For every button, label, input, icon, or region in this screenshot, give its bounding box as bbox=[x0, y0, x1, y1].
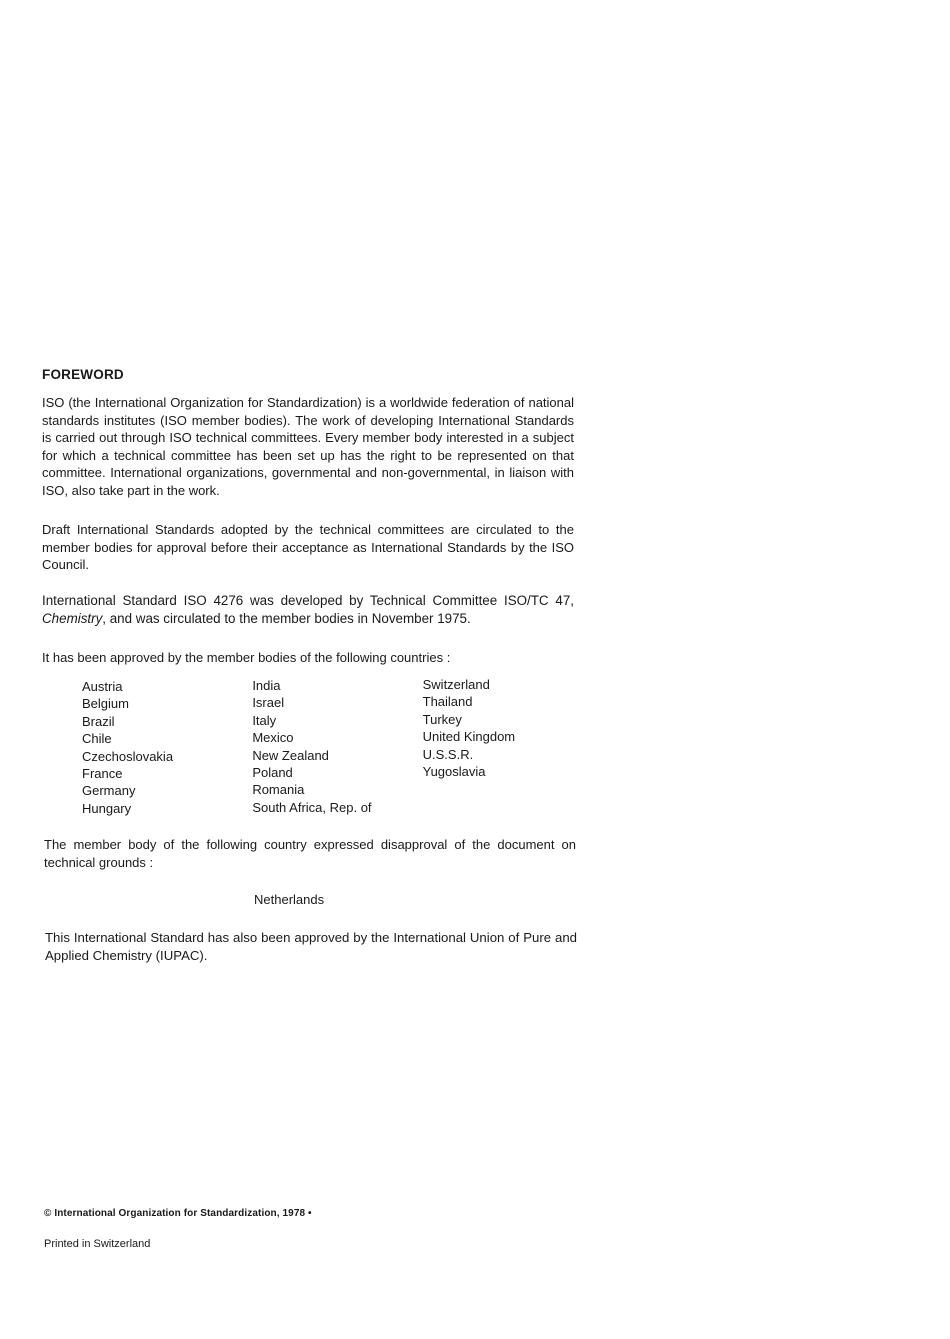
country-item: United Kingdom bbox=[422, 729, 516, 745]
country-item: Romania bbox=[252, 782, 305, 798]
country-item: Chile bbox=[82, 731, 112, 747]
country-item: Italy bbox=[252, 712, 277, 728]
paragraph-development-start: International Standard ISO 4276 was developed by Technical Committee ISO/TC 47, bbox=[42, 593, 574, 608]
paragraph-development bbox=[42, 592, 574, 628]
country-item: Thailand bbox=[422, 694, 473, 710]
paragraph-approval-intro: It has been approved by the member bodies of the following countries : bbox=[42, 650, 451, 665]
country-item: Turkey bbox=[422, 711, 462, 727]
country-column-3 bbox=[423, 676, 582, 817]
country-item: Israel bbox=[252, 695, 285, 711]
country-item: Mexico bbox=[252, 730, 294, 746]
country-item: Germany bbox=[82, 783, 136, 799]
country-item: France bbox=[82, 766, 123, 782]
country-item: Switzerland bbox=[422, 677, 490, 692]
country-column-2 bbox=[252, 677, 422, 817]
disapproving-country: Netherlands bbox=[254, 892, 325, 907]
country-item: Belgium bbox=[82, 696, 129, 712]
copyright-notice: © International Organization for Standardization, 1978 • bbox=[44, 1208, 312, 1219]
committee-name: Chemistry bbox=[42, 611, 103, 626]
country-item: Yugoslavia bbox=[422, 764, 486, 780]
country-column-1 bbox=[82, 678, 252, 817]
country-item: Austria bbox=[82, 679, 123, 694]
paragraph-iupac: This International Standard has also been approved by the International Union of Pure and Applied Chemistry (IUPAC). bbox=[45, 930, 577, 963]
country-item: Poland bbox=[252, 765, 293, 781]
country-item: Hungary bbox=[82, 800, 132, 816]
foreword-heading: FOREWORD bbox=[42, 367, 124, 382]
country-item: South Africa, Rep. of bbox=[252, 799, 372, 815]
country-item: New Zealand bbox=[252, 747, 329, 763]
country-item: Czechoslovakia bbox=[82, 748, 174, 764]
country-item: India bbox=[252, 678, 281, 693]
country-list bbox=[82, 677, 582, 817]
country-item: Brazil bbox=[82, 713, 115, 729]
paragraph-development-end: , and was circulated to the member bodies in November 1975. bbox=[102, 611, 471, 626]
printed-location: Printed in Switzerland bbox=[44, 1238, 151, 1250]
paragraph-disapproval: The member body of the following country expressed disapproval of the document on technical grounds : bbox=[44, 837, 576, 870]
paragraph-iso-description: ISO (the International Organization for Standardization) is a worldwide federation of national standards institutes (ISO member bodies). The work of developing International Standards is carried out through ISO technical committees. Every member body interested in a subject for which a technical committee has been set up has the right to be represented on that committee. International organizations, governmental and non-governmental, in liaison with ISO, also take part in the work. bbox=[42, 395, 574, 498]
paragraph-draft-standards: Draft International Standards adopted by the technical committees are circulated to the member bodies for approval before their acceptance as International Standards by the ISO Council. bbox=[42, 522, 574, 573]
country-item: U.S.S.R. bbox=[422, 746, 474, 762]
